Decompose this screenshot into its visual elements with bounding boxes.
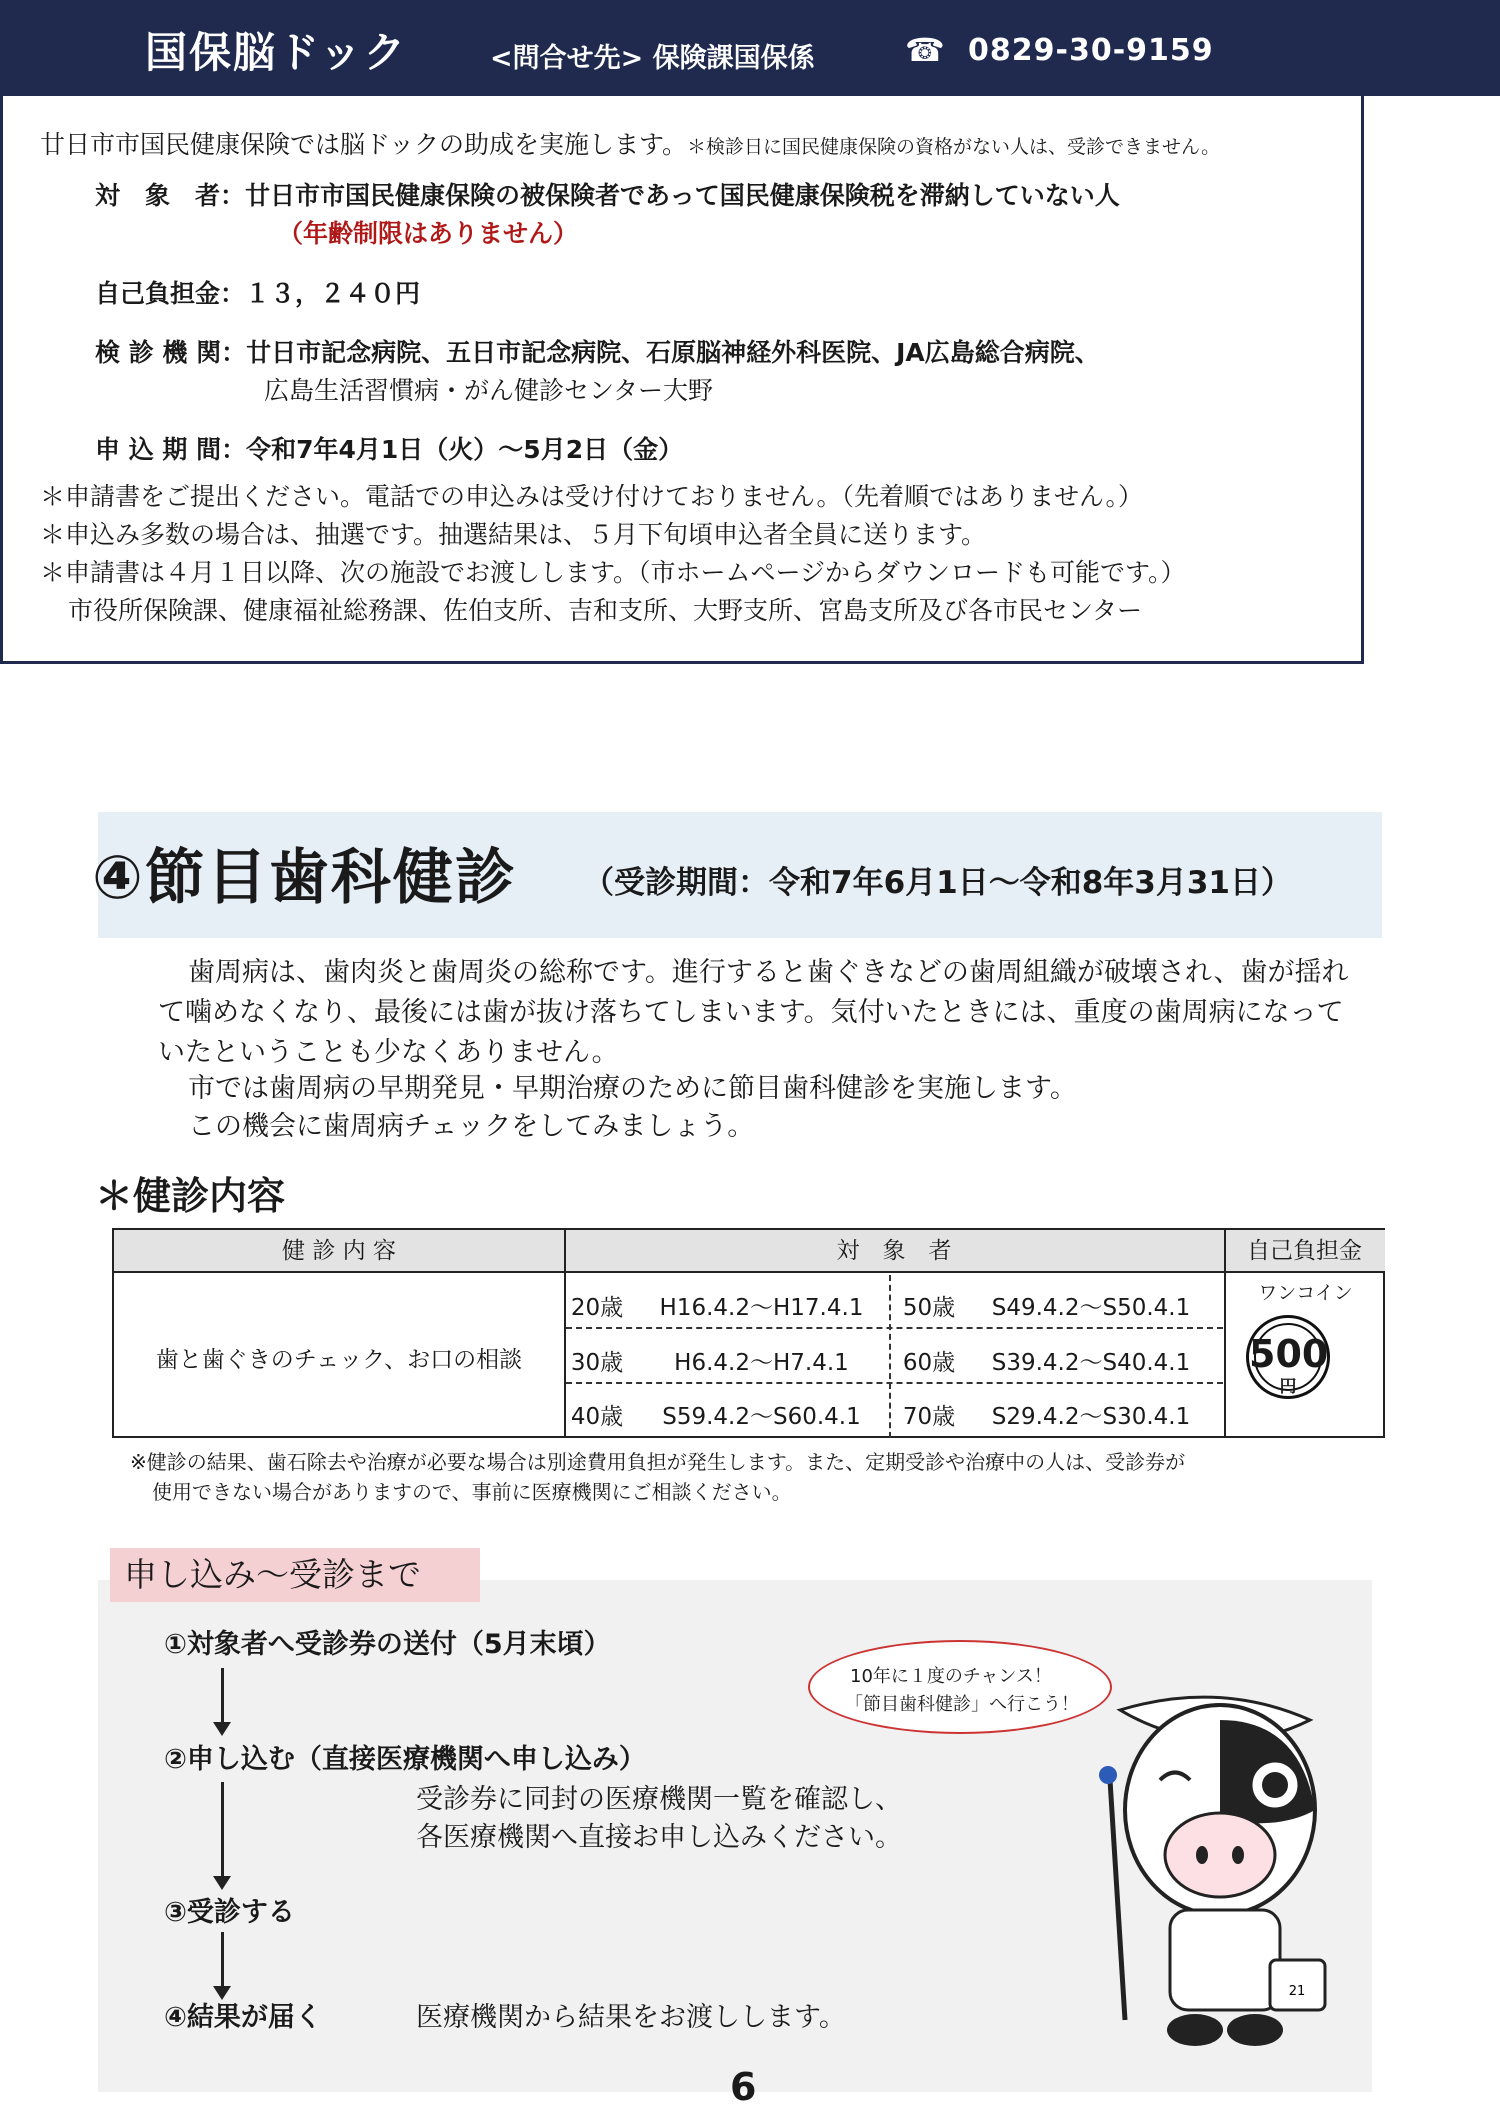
contact-info: <問合せ先> 保険課国保係 xyxy=(490,43,815,74)
arrow-down-icon xyxy=(221,1932,224,1988)
age-cell: 50歳 xyxy=(902,1295,956,1321)
content-cell: 歯と歯ぐきのチェック、お口の相談 xyxy=(155,1347,523,1373)
table-divider xyxy=(1224,1230,1226,1436)
bubble-line-2: 「節目歯科健診」へ行こう！ xyxy=(845,1694,1079,1715)
header-fee: 自己負担金 xyxy=(1224,1230,1385,1273)
row-divider xyxy=(566,1382,1223,1384)
step-4-detail: 医療機関から結果をお渡しします。 xyxy=(416,2002,846,2033)
fee-unit: 円 xyxy=(1279,1377,1297,1397)
dental-para-3: この機会に歯周病チェックをしてみましょう。 xyxy=(188,1111,755,1142)
arrow-down-icon xyxy=(221,1668,224,1724)
page-number: 6 xyxy=(730,2065,757,2109)
dental-para-1-line-1: 歯周病は、歯肉炎と歯周炎の総称です。進行すると歯ぐきなどの歯周組織が破壊され、歯が揺れ xyxy=(188,957,1349,988)
dock-intro: 廿日市市国民健康保険では脳ドックの助成を実施します。＊検診日に国民健康保険の資格がない人は、受診できません。 xyxy=(40,130,1221,159)
header-target: 対 象 者 xyxy=(564,1230,1224,1273)
dock-institutions: 検 診 機 関：廿日市記念病院、五日市記念病院、石原脳神経外科医院、JA広島総合病院、 xyxy=(95,338,1100,367)
row-divider xyxy=(566,1327,1223,1329)
dock-institutions-line2: 広島生活習慣病・がん健診センター大野 xyxy=(264,376,714,405)
dental-para-1-line-3: いたということも少なくありません。 xyxy=(158,1037,619,1068)
dock-note-1: ＊申請書をご提出ください。電話での申込みは受け付けておりません。（先着順ではありません。） xyxy=(40,482,1144,511)
phone-icon: ☎ xyxy=(905,31,945,69)
step-2-detail-1: 受診券に同封の医療機関一覧を確認し、 xyxy=(416,1784,902,1815)
range-cell: H16.4.2～H17.4.1 xyxy=(659,1295,864,1321)
range-cell: S39.4.2～S40.4.1 xyxy=(991,1350,1191,1376)
range-cell: S29.4.2～S30.4.1 xyxy=(991,1404,1191,1430)
dental-para-1-line-2: て噛めなくなり、最後には歯が抜け落ちてしまいます。気付いたときには、重度の歯周病になって xyxy=(158,997,1344,1028)
coin-icon xyxy=(1246,1315,1330,1399)
dock-fee: 自己負担金：１３，２４０円 xyxy=(95,279,421,308)
brain-dock-header xyxy=(0,0,1500,96)
age-cell: 20歳 xyxy=(570,1295,624,1321)
brain-dock-box xyxy=(0,0,1364,664)
content-heading: ＊健診内容 xyxy=(95,1174,286,1218)
dock-target-note: （年齢制限はありません） xyxy=(278,219,579,248)
svg-text:21: 21 xyxy=(1288,1984,1306,1999)
age-cell: 40歳 xyxy=(570,1404,624,1430)
dock-target: 対 象 者：廿日市市国民健康保険の被保険者であって国民健康保険税を滞納していない人 xyxy=(95,181,1120,210)
range-cell: S49.4.2～S50.4.1 xyxy=(991,1295,1191,1321)
age-cell: 70歳 xyxy=(902,1404,956,1430)
step-3: ③受診する xyxy=(164,1897,295,1928)
step-4: ④結果が届く xyxy=(164,2002,322,2033)
fee-caption: ワンコイン xyxy=(1258,1282,1353,1304)
column-divider xyxy=(889,1275,891,1438)
table-note-1: ※健診の結果、歯石除去や治療が必要な場合は別途費用負担が発生します。また、定期受診や治療中の人は、受診券が xyxy=(130,1450,1186,1474)
brain-dock-title: 国保脳ドック xyxy=(145,28,408,77)
dental-para-2: 市では歯周病の早期発見・早期治療のために節目歯科健診を実施します。 xyxy=(188,1073,1077,1104)
dental-period: （受診期間：令和7年6月1日～令和8年3月31日） xyxy=(583,865,1292,901)
bubble-line-1: 10年に１度のチャンス！ xyxy=(850,1666,1052,1687)
dock-note-4: 市役所保険課、健康福祉総務課、佐伯支所、吉和支所、大野支所、宮島支所及び各市民センター xyxy=(68,596,1143,625)
header-content: 健 診 内 容 xyxy=(114,1230,564,1273)
arrow-down-icon xyxy=(221,1782,224,1878)
phone-number[interactable]: 0829-30-9159 xyxy=(968,33,1214,68)
flow-label: 申し込み～受診まで xyxy=(110,1548,480,1602)
dock-note-3: ＊申請書は４月１日以降、次の施設でお渡しします。（市ホームページからダウンロードも可能です。） xyxy=(40,558,1186,587)
step-2: ②申し込む（直接医療機関へ申し込み） xyxy=(164,1744,646,1775)
range-cell: S59.4.2～S60.4.1 xyxy=(662,1404,861,1430)
dental-table xyxy=(112,1228,1385,1438)
dock-note-2: ＊申込み多数の場合は、抽選です。抽選結果は、５月下旬頃申込者全員に送ります。 xyxy=(40,520,987,549)
mascot-illustration xyxy=(1080,1680,1380,2060)
dental-title: ④節目歯科健診 xyxy=(92,843,517,913)
range-cell: H6.4.2～H7.4.1 xyxy=(674,1350,849,1376)
age-cell: 30歳 xyxy=(570,1350,624,1376)
dock-intro-note: ＊検診日に国民健康保険の資格がない人は、受診できません。 xyxy=(687,136,1221,158)
fee-value: 500 xyxy=(1249,1332,1329,1376)
table-note-2: 使用できない場合がありますので、事前に医療機関にご相談ください。 xyxy=(152,1480,792,1504)
age-cell: 60歳 xyxy=(902,1350,956,1376)
speech-bubble xyxy=(808,1640,1112,1734)
dock-period: 申 込 期 間：令和7年4月1日（火）～5月2日（金） xyxy=(95,435,684,464)
step-1: ①対象者へ受診券の送付（5月末頃） xyxy=(164,1629,611,1660)
step-2-detail-2: 各医療機関へ直接お申し込みください。 xyxy=(416,1822,902,1853)
